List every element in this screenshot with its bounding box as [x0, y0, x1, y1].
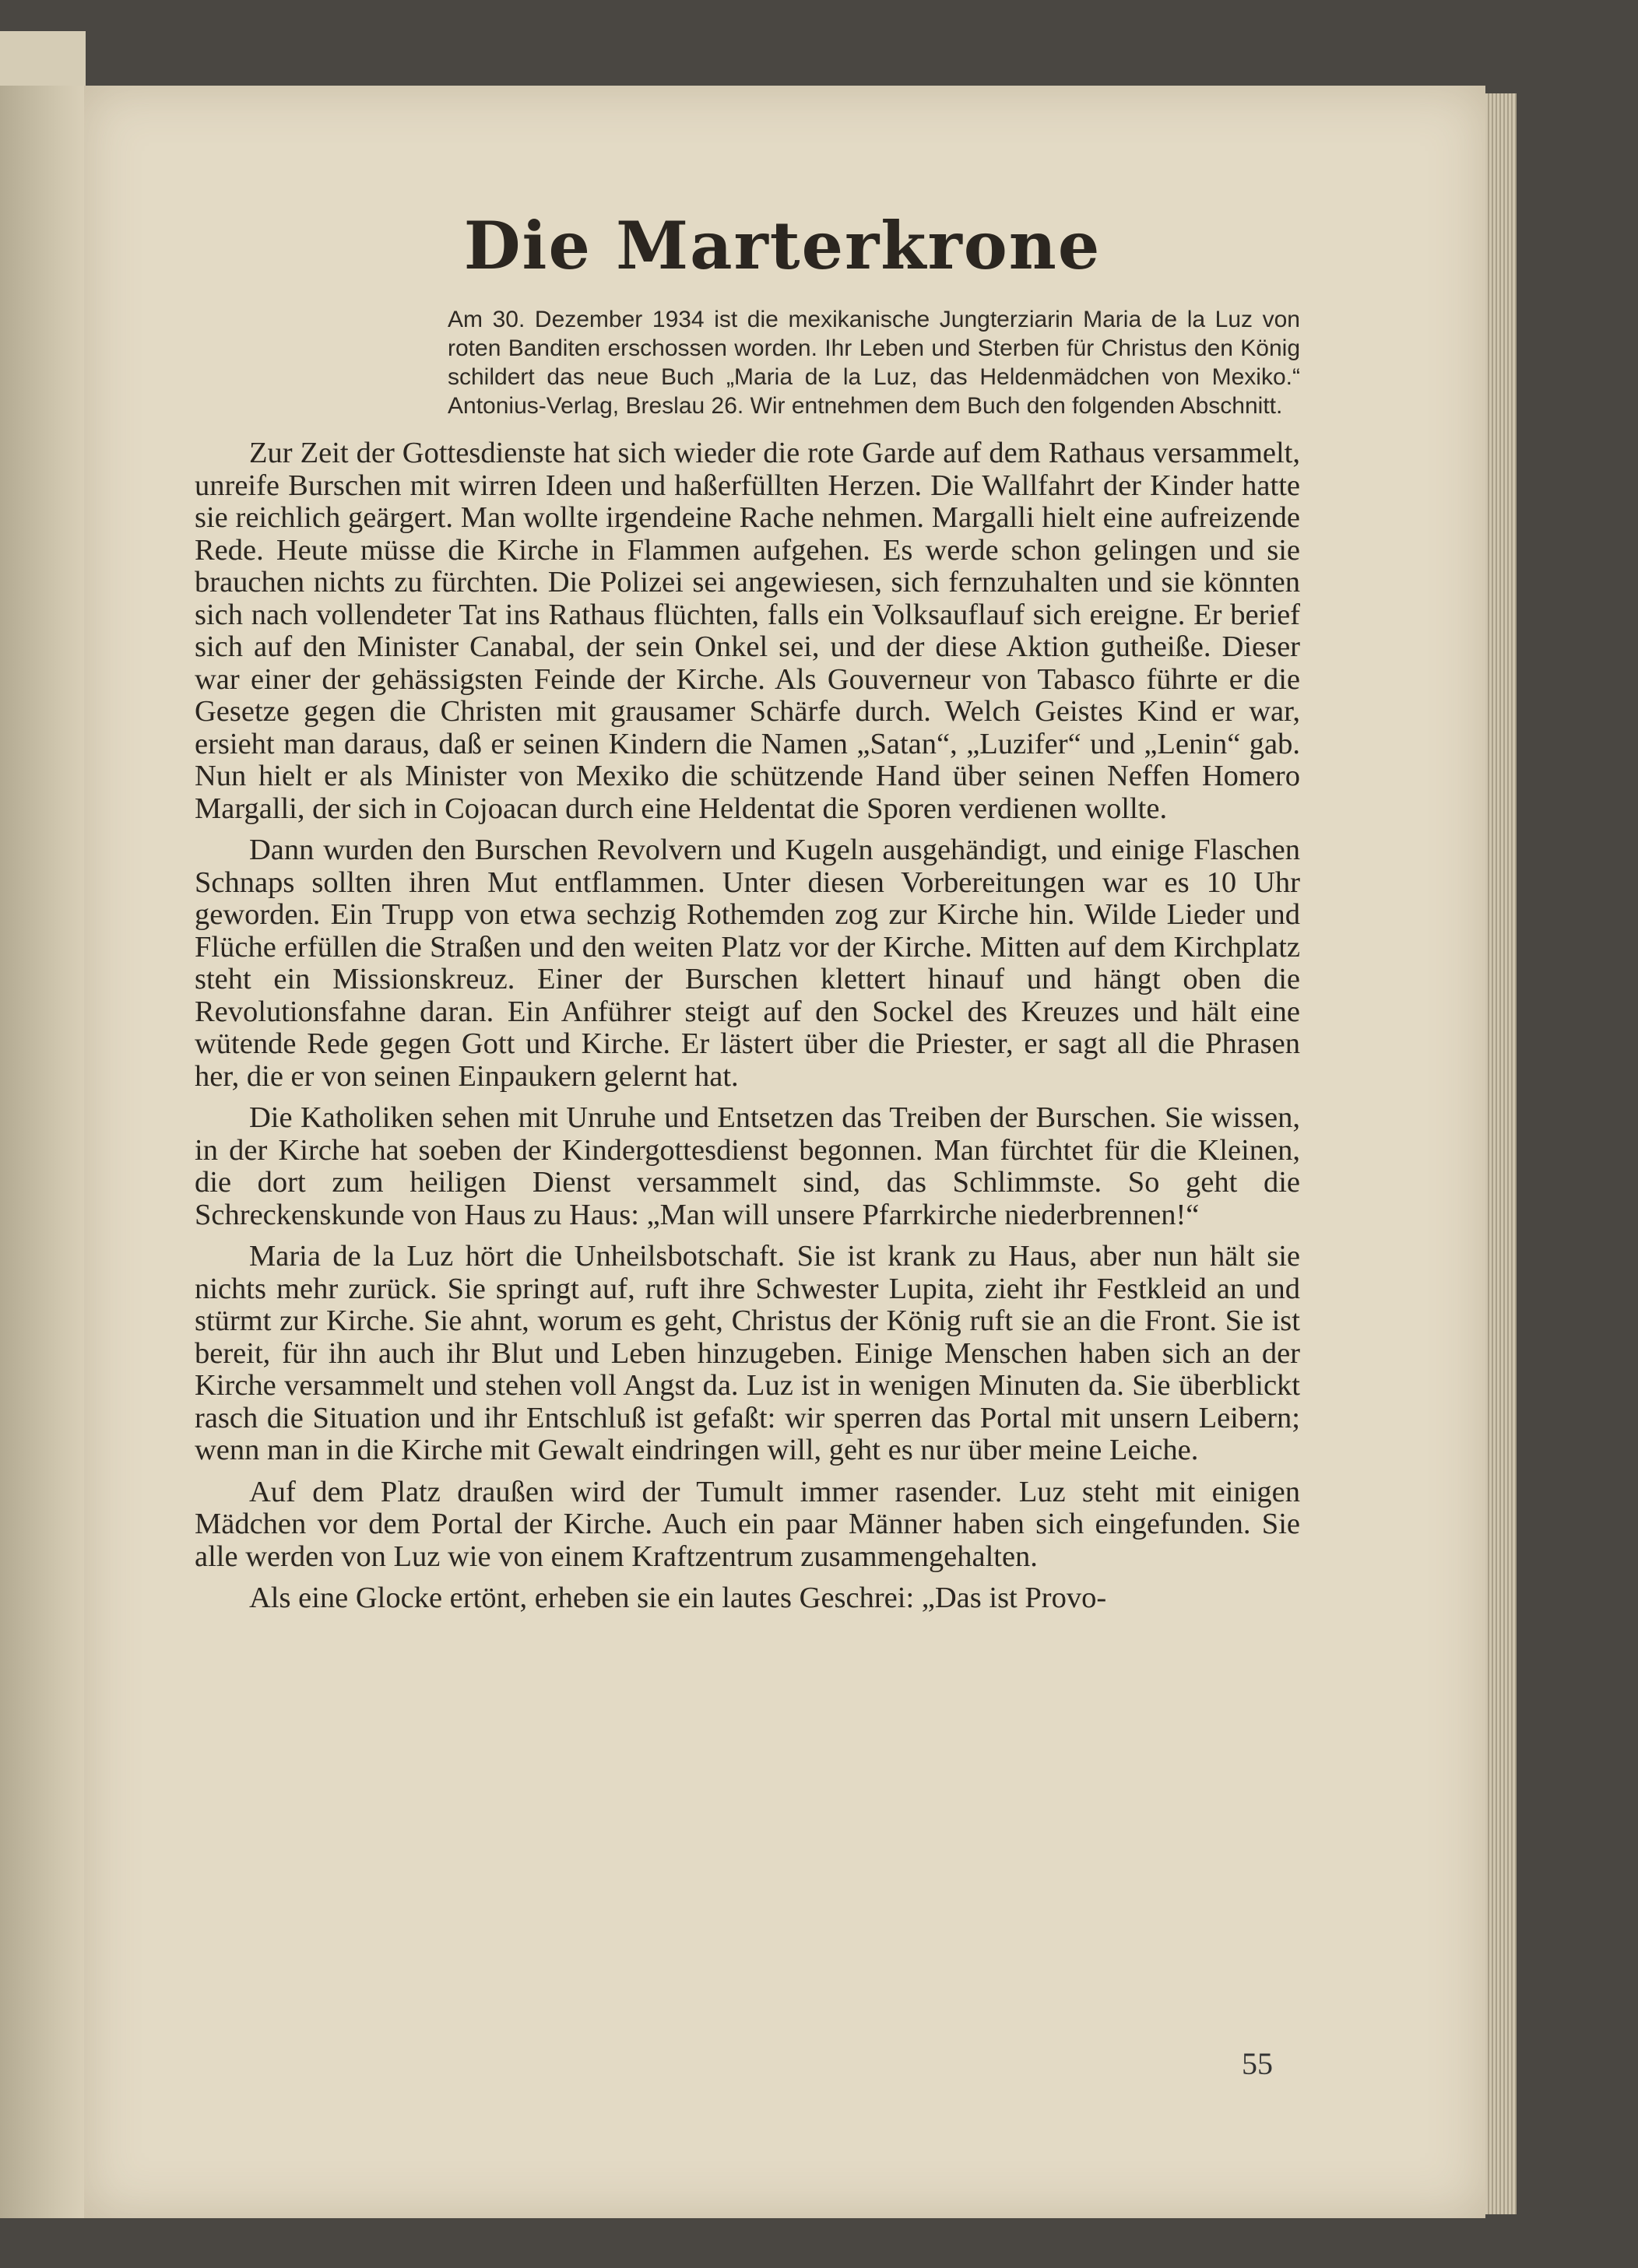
- page-content: [195, 207, 1300, 1624]
- book-gutter: [0, 86, 84, 2218]
- paragraph: Als eine Glocke ertönt, erheben sie ein lautes Geschrei: „Das ist Provo-: [249, 1582, 1107, 1615]
- page-number: 55: [1242, 2046, 1273, 2081]
- article-body: [195, 437, 1300, 1615]
- paragraph: Auf dem Platz draußen wird der Tumult immer rasender. Luz steht mit einigen Mädchen vor dem Portal der Kirche. Auch ein paar Männer haben sich eingefunden. Sie alle werden von Luz wie von einem Kraftzentrum zusammengehalten.: [195, 1475, 1300, 1573]
- paragraph: Dann wurden den Burschen Revolvern und Kugeln ausgehändigt, und einige Flaschen Schnaps sollten ihren Mut entflammen. Unter diesen Vorbereitungen war es 10 Uhr geworden. Ein Trupp von etwa sechzig Rothemden zog zur Kirche hin. Wilde Lieder und Flüche erfüllen die Straßen und den weiten Platz vor der Kirche. Mitten auf dem Kirchplatz steht ein Missionskreuz. Einer der Burschen klettert hinauf und hängt oben die Revolutionsfahne daran. Ein Anführer steigt auf den Sockel des Kreuzes und hält eine wütende Rede gegen Gott und Kirche. Er lästert über die Priester, er sagt all die Phrasen her, die er von seinen Einpaukern gelernt hat.: [195, 834, 1300, 1093]
- previous-page-edge: [0, 31, 86, 86]
- page-edges: [1485, 93, 1517, 2214]
- paragraph: Zur Zeit der Gottesdienste hat sich wieder die rote Garde auf dem Rathaus versammelt, unreife Burschen mit wirren Ideen und haßerfüllten Herzen. Die Wallfahrt der Kinder hatte sie reichlich geärgert. Man wollte irgendeine Rache nehmen. Margalli hielt eine aufreizende Rede. Heute müsse die Kirche in Flammen aufgehen. Es werde schon gelingen und sie brauchen nichts zu fürchten. Die Polizei sei angewiesen, sich fernzuhalten und sie könnten sich nach vollendeter Tat ins Rathaus flüchten, falls ein Volksauflauf sich ereigne. Er berief sich auf den Minister Canabal, der sein Onkel sei, und der diese Aktion gutheiße. Dieser war einer der gehässigsten Feinde der Kirche. Als Gouverneur von Tabasco führte er die Gesetze gegen die Christen mit grausamer Schärfe durch. Welch Geistes Kind er war, ersieht man daraus, daß er seinen Kindern die Namen „Satan“, „Luzifer“ und „Lenin“ gab. Nun hielt er als Minister von Mexiko die schützende Hand über seinen Neffen Homero Margalli, der sich in Cojoacan durch eine Heldentat die Sporen verdienen wollte.: [195, 437, 1300, 825]
- article-intro: Am 30. Dezember 1934 ist die mexikanische Jungterziarin Maria de la Luz von roten Banditen erschossen worden. Ihr Leben und Sterben für Christus den König schildert das neue Buch „Maria de la Luz, das Heldenmädchen von Mexiko.“ Antonius-Verlag, Breslau 26. Wir entnehmen dem Buch den folgenden Abschnitt.: [448, 307, 1300, 420]
- article-title: Die Marterkrone: [463, 207, 1102, 284]
- paragraph: Maria de la Luz hört die Unheilsbotschaft. Sie ist krank zu Haus, aber nun hält sie nichts mehr zurück. Sie springt auf, ruft ihre Schwester Lupita, zieht ihr Festkleid an und stürmt zur Kirche. Sie ahnt, worum es geht, Christus der König ruft sie an die Front. Sie ist bereit, für ihn auch ihr Blut und Leben hinzugeben. Einige Menschen haben sich an der Kirche versammelt und stehen voll Angst da. Luz ist in wenigen Minuten da. Sie überblickt rasch die Situation und ihr Entschluß ist gefaßt: wir sperren das Portal mit unsern Leibern; wenn man in die Kirche mit Gewalt eindringen will, geht es nur über meine Leiche.: [195, 1240, 1300, 1467]
- paragraph: Die Katholiken sehen mit Unruhe und Entsetzen das Treiben der Burschen. Sie wissen, in der Kirche hat soeben der Kindergottesdienst begonnen. Man fürchtet für die Kleinen, die dort zum heiligen Dienst versammelt sind, das Schlimmste. So geht die Schreckenskunde von Haus zu Haus: „Man will unsere Pfarrkirche niederbrennen!“: [195, 1101, 1300, 1231]
